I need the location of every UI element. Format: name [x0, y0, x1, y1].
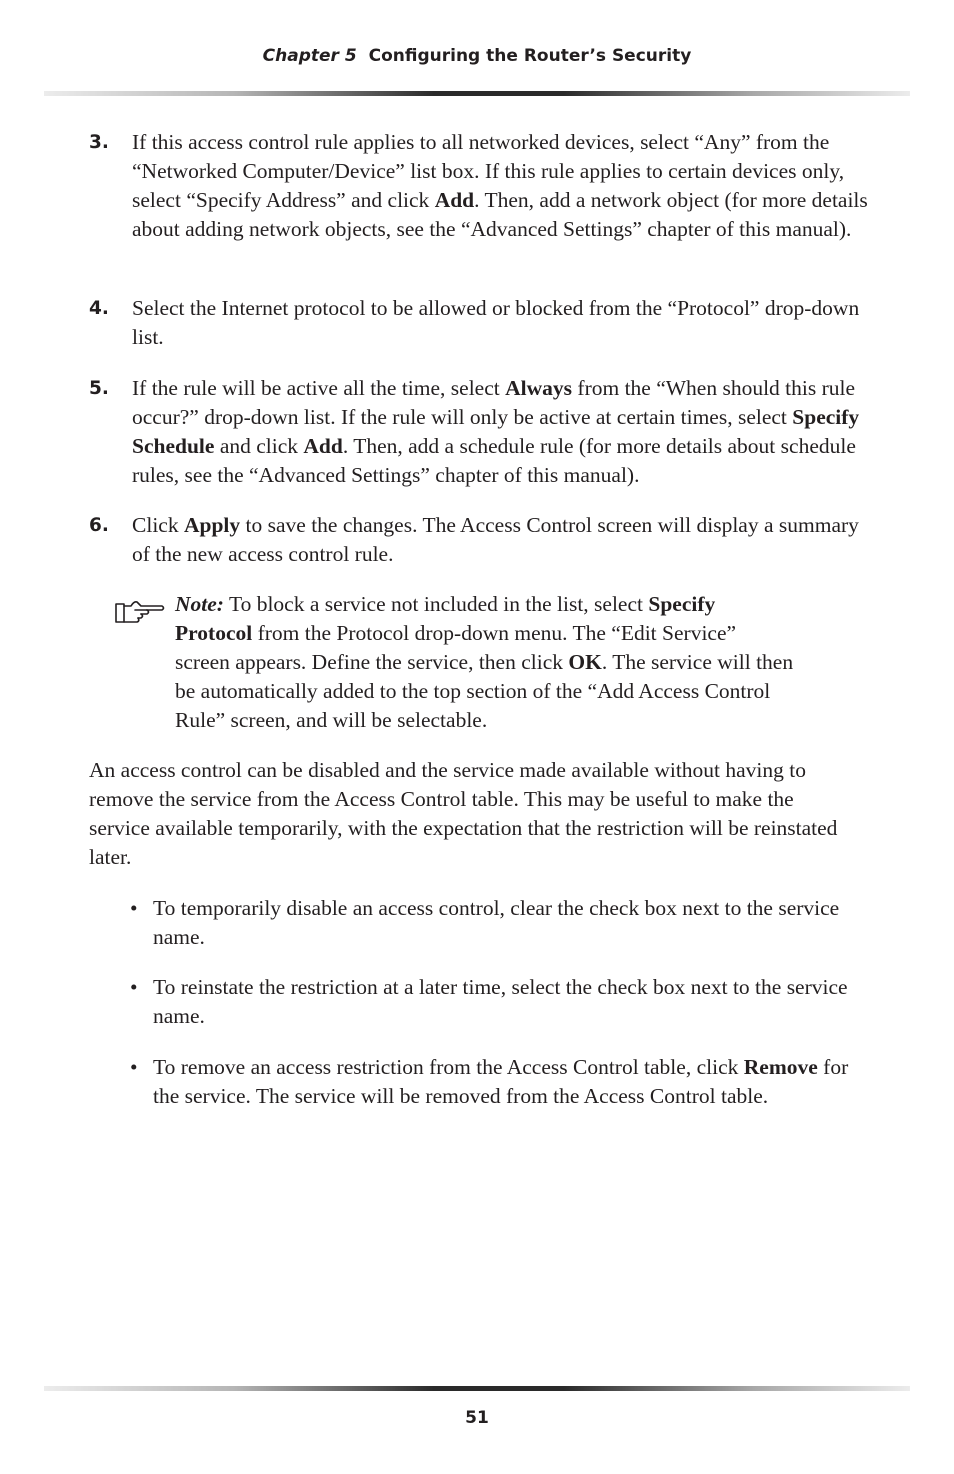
- chapter-label: Chapter 5: [262, 46, 357, 66]
- chapter-title: Configuring the Router’s Security: [368, 46, 692, 66]
- running-header: [0, 46, 954, 66]
- bullet-icon: •: [130, 896, 138, 920]
- step-number: 3.: [89, 132, 109, 153]
- note-callout: [114, 590, 794, 735]
- step-3: [89, 128, 869, 244]
- step-6: [89, 511, 869, 569]
- note-text: Note: To block a service not included in the list, select Specify Protocol from the Protocol drop-down menu. The “Edit Service” screen appears. Define the service, then click OK. The service will then be automatically added to the top section of the “Add Access Control Rule” screen, and will be selectable.: [175, 592, 794, 732]
- bullet-text: To remove an access restriction from the Access Control table, click Remove for the service. The service will be removed from the Access Control table.: [153, 1055, 849, 1108]
- page-number: 51: [465, 1408, 489, 1428]
- bullet-icon: •: [130, 1055, 138, 1079]
- step-text: If this access control rule applies to all networked devices, select “Any” from the “Networked Computer/Device” list box. If this rule applies to certain devices only, select “Specify Address” and click Add. Then, add a network object (for more details about adding network objects, see the “Advanced Settings” chapter of this manual).: [132, 130, 868, 241]
- header-rule: [44, 91, 910, 96]
- step-number: 4.: [89, 298, 109, 319]
- bullet-icon: •: [130, 975, 138, 999]
- step-number: 6.: [89, 515, 109, 536]
- bullet-item: [130, 1053, 870, 1111]
- step-text: If the rule will be active all the time, select Always from the “When should this rule occur?” drop-down list. If the rule will only be active at certain times, select Specify Schedule and click Add. Then, add a schedule rule (for more details about schedule rules, see the “Advanced Settings” chapter of this manual).: [132, 376, 860, 487]
- step-5: [89, 374, 869, 490]
- bullet-text: To reinstate the restriction at a later time, select the check box next to the service name.: [153, 975, 848, 1028]
- step-number: 5.: [89, 378, 109, 399]
- note-label: Note:: [175, 592, 224, 616]
- bullet-item: [130, 894, 870, 952]
- bullet-item: [130, 973, 870, 1031]
- step-text: Select the Internet protocol to be allowed or blocked from the “Protocol” drop-down list.: [132, 296, 860, 349]
- pointing-hand-icon: [114, 599, 166, 625]
- footer-rule: [44, 1386, 910, 1391]
- body-paragraph: An access control can be disabled and the service made available without having to remove the service from the Access Control table. This may be useful to make the service available temporarily, with the expectation that the restriction will be reinstated later.: [89, 758, 838, 869]
- step-4: [89, 294, 869, 352]
- bullet-text: To temporarily disable an access control, clear the check box next to the service name.: [153, 896, 840, 949]
- step-text: Click Apply to save the changes. The Access Control screen will display a summary of the new access control rule.: [132, 513, 859, 566]
